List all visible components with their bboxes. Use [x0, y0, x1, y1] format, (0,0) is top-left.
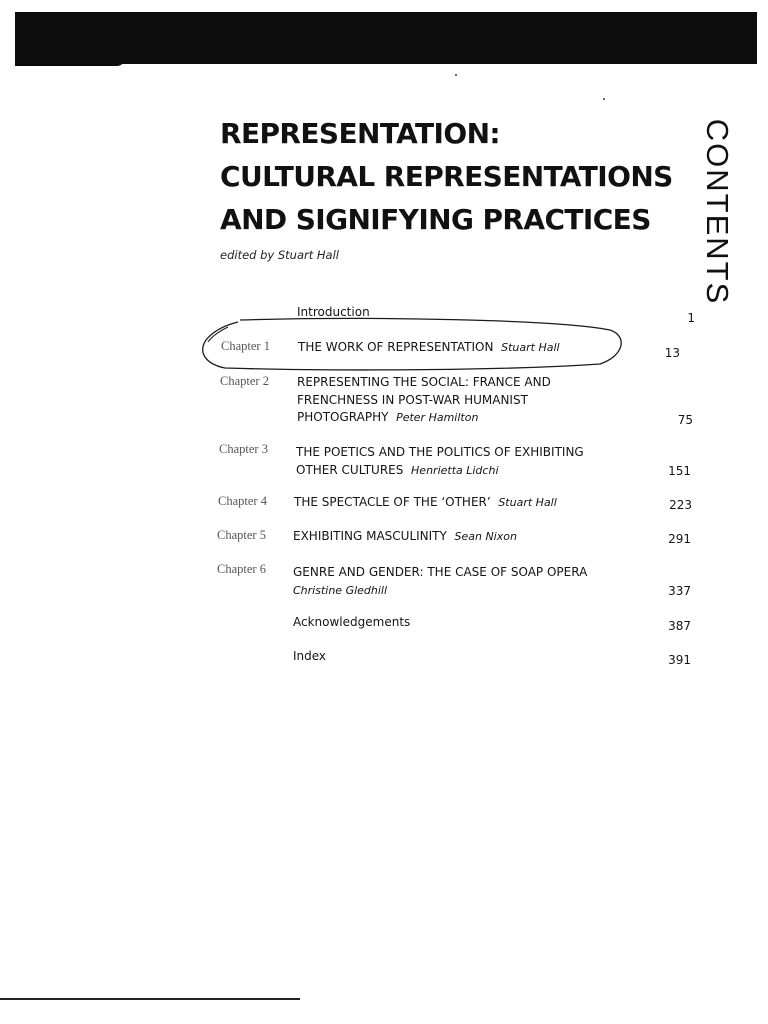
book-editor: edited by Stuart Hall — [220, 248, 339, 262]
toc-chapter-page: 337 — [668, 584, 691, 598]
toc-chapter-author: Stuart Hall — [498, 496, 557, 509]
toc-chapter-title-line: GENRE AND GENDER: THE CASE OF SOAP OPERA — [293, 565, 588, 579]
book-title-line: REPRESENTATION: — [220, 117, 500, 150]
toc-chapter-title-line: OTHER CULTURES — [296, 462, 404, 477]
toc-chapter-entry[interactable] — [296, 444, 584, 479]
toc-index-page: 391 — [668, 653, 691, 667]
toc-chapter-label: Chapter 6 — [217, 562, 266, 576]
toc-introduction-page: 1 — [687, 311, 695, 325]
toc-chapter-title-line: FRENCHNESS IN POST-WAR HUMANIST — [297, 392, 528, 407]
scan-bottom-edge-line — [0, 998, 300, 1000]
toc-chapter-page: 13 — [664, 346, 680, 360]
toc-chapter-label: Chapter 1 — [221, 339, 270, 353]
toc-chapter-author: Sean Nixon — [454, 530, 517, 543]
toc-chapter-title-line: THE POETICS AND THE POLITICS OF EXHIBITING — [296, 445, 584, 459]
toc-chapter-label: Chapter 3 — [219, 442, 268, 456]
toc-chapter-author: Christine Gledhill — [293, 583, 388, 597]
toc-chapter-author: Henrietta Lidchi — [411, 463, 499, 477]
toc-chapter-entry[interactable] — [293, 528, 517, 546]
toc-acknowledgements-page: 387 — [668, 619, 691, 633]
contents-side-label: CONTENTS — [700, 118, 735, 306]
toc-chapter-entry[interactable] — [293, 564, 587, 599]
toc-chapter-entry[interactable] — [294, 494, 557, 512]
toc-chapter-author: Peter Hamilton — [396, 411, 479, 424]
toc-chapter-label: Chapter 5 — [217, 528, 266, 542]
toc-chapter-title-line: EXHIBITING MASCULINITY — [293, 529, 447, 543]
toc-chapter-page: 75 — [677, 413, 693, 427]
toc-chapter-title-line: THE SPECTACLE OF THE ‘OTHER’ — [294, 495, 491, 509]
book-title-line: CULTURAL REPRESENTATIONS — [220, 160, 673, 193]
toc-chapter-entry[interactable] — [298, 339, 560, 357]
toc-chapter-page: 223 — [669, 498, 692, 512]
toc-chapter-title-line: THE WORK OF REPRESENTATION — [298, 340, 494, 354]
toc-chapter-page: 291 — [668, 532, 691, 546]
toc-acknowledgements-title[interactable]: Acknowledgements — [293, 615, 411, 629]
toc-introduction-title[interactable]: Introduction — [297, 305, 370, 319]
toc-chapter-entry[interactable] — [297, 374, 551, 427]
toc-chapter-label: Chapter 4 — [218, 494, 267, 508]
toc-chapter-author: Stuart Hall — [501, 341, 560, 354]
toc-chapter-label: Chapter 2 — [220, 374, 269, 388]
toc-chapter-page: 151 — [668, 464, 691, 478]
toc-chapter-title-line: PHOTOGRAPHY — [297, 410, 389, 424]
book-title-line: AND SIGNIFYING PRACTICES — [220, 203, 651, 236]
toc-chapter-title-line: REPRESENTING THE SOCIAL: FRANCE AND — [297, 375, 551, 389]
toc-index-title[interactable]: Index — [293, 649, 327, 663]
